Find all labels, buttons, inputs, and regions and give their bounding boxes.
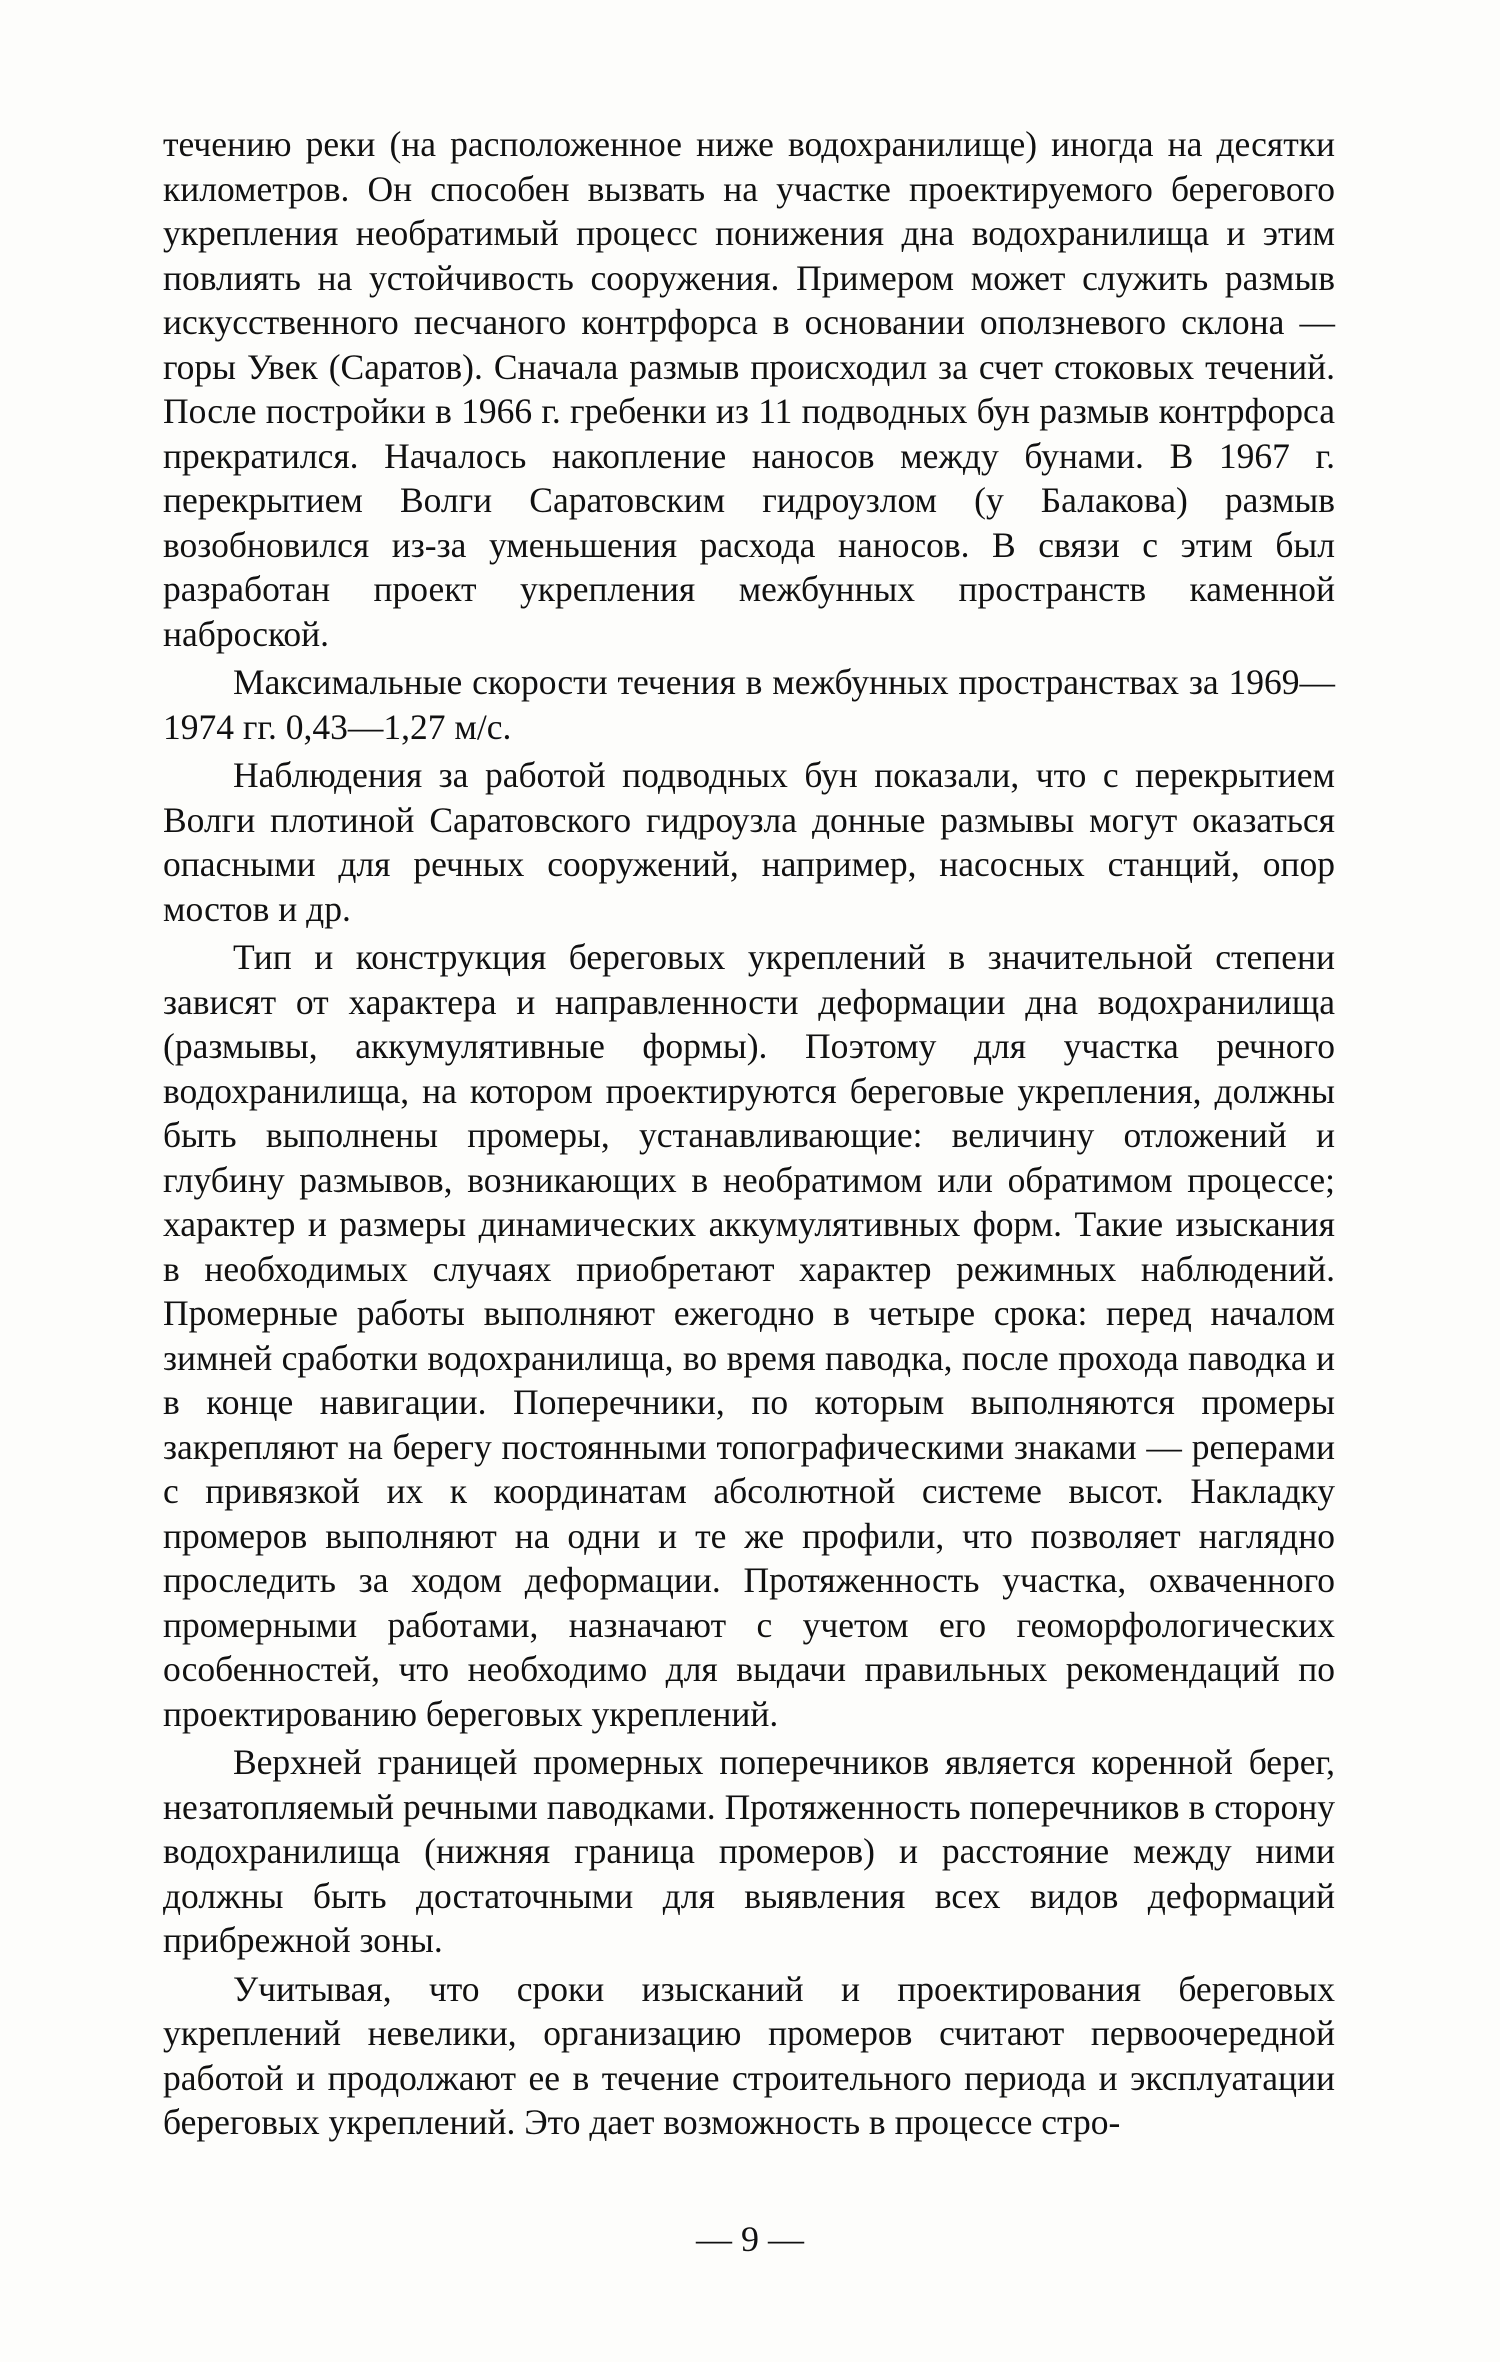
paragraph-1: течению реки (на расположенное ниже водохранилище) иногда на десятки километров. Он способен вызвать на участке проектируемого берегового укрепления необратимый процесс понижения дна водохранилища и этим повлиять на устойчивость сооружения. Примером может служить размыв искусственного песчаного контрфорса в основании оползневого склона — горы Увек (Саратов). Сначала размыв происходил за счет стоковых течений. После постройки в 1966 г. гребенки из 11 подводных бун размыв контрфорса прекратился. Началось накопление наносов между бунами. В 1967 г. перекрытием Волги Саратовским гидроузлом (у Балакова) размыв возобновился из-за уменьшения расхода наносов. В связи с этим был разработан проект укрепления межбунных пространств каменной наброской. <box>163 124 1335 654</box>
paragraph-3: Наблюдения за работой подводных бун показали, что с перекрытием Волги плотиной Саратовского гидроузла донные размывы могут оказаться опасными для речных сооружений, например, насосных станций, опор мостов и др. <box>163 755 1335 929</box>
paragraph-6: Учитывая, что сроки изысканий и проектирования береговых укреплений невелики, организацию промеров считают первоочередной работой и продолжают ее в течение строительного периода и эксплуатации береговых укреплений. Это дает возможность в процессе стро- <box>163 1968 1335 2142</box>
paragraph-4: Тип и конструкция береговых укреплений в значительной степени зависят от характера и направленности деформации дна водохранилища (размывы, аккумулятивные формы). Поэтому для участка речного водохранилища, на котором проектируются береговые укрепления, должны быть выполнены промеры, устанавливающие: величину отложений и глубину размывов, возникающих в необратимом или обратимом процессе; характер и размеры динамических аккумулятивных форм. Такие изыскания в необходимых случаях приобретают характер режимных наблюдений. Промерные работы выполняют ежегодно в четыре срока: перед началом зимней сработки водохранилища, во время паводка, после прохода паводка и в конце навигации. Поперечники, по которым выполняются промеры закрепляют на берегу постоянными топографическими знаками — реперами с привязкой их к координатам абсолютной системе высот. Накладку промеров выполняют на одни и те же профили, что позволяет наглядно проследить за ходом деформации. Протяженность участка, охваченного промерными работами, назначают с учетом его геоморфологических особенностей, что необходимо для выдачи правильных рекомендаций по проектированию береговых укреплений. <box>163 937 1335 1734</box>
paragraph-2: Максимальные скорости течения в межбунных пространствах за 1969—1974 гг. 0,43—1,27 м/с. <box>163 662 1335 747</box>
page-number: — 9 — <box>696 2219 804 2259</box>
paragraph-5: Верхней границей промерных поперечников является коренной берег, незатопляемый речными паводками. Протяженность поперечников в сторону водохранилища (нижняя граница промеров) и расстояние между ними должны быть достаточными для выявления всех видов деформаций прибрежной зоны. <box>163 1742 1335 1960</box>
body-text <box>163 122 1335 2149</box>
